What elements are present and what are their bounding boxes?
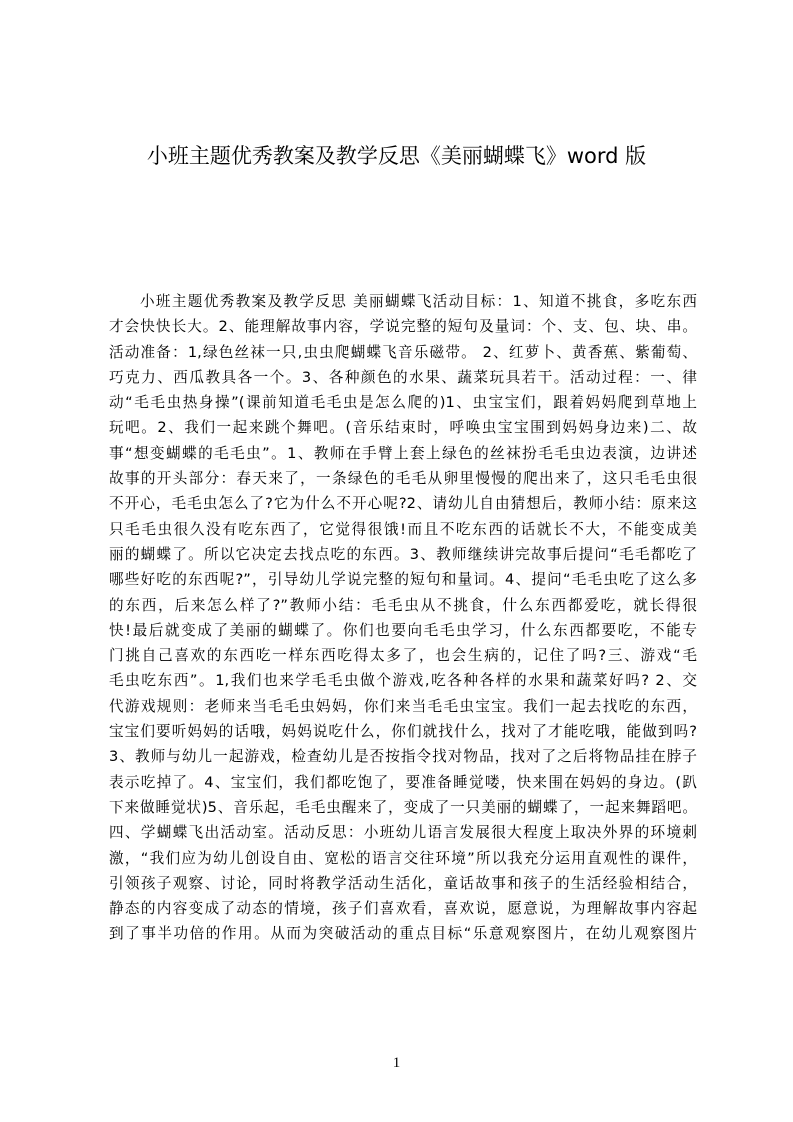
body-line: 激，“我们应为幼儿创设自由、宽松的语言交往环境”所以我充分运用直观性的课件， [109,849,697,867]
body-line: 故事的开头部分：春天来了，一条绿色的毛毛从卵里慢慢的爬出来了，这只毛毛虫很 [109,470,697,488]
body-line: 的东西，后来怎么样了?”教师小结：毛毛虫从不挑食，什么东西都爱吃，就长得很 [109,596,697,614]
body-line: 代游戏规则：老师来当毛毛虫妈妈，你们来当毛毛虫宝宝。我们一起去找吃的东西， [109,697,697,715]
body-line: 不开心，毛毛虫怎么了?它为什么不开心呢?2、请幼儿自由猜想后，教师小结：原来这 [109,495,697,513]
document-title: 小班主题优秀教案及教学反思《美丽蝴蝶飞》word 版 [146,144,647,168]
body-line: 活动准备：1,绿色丝袜一只,虫虫爬蝴蝶飞音乐磁带。 2、红萝卜、黄香蕉、紫葡萄、 [109,343,697,361]
body-line: 下来做睡觉状)5、音乐起，毛毛虫醒来了，变成了一只美丽的蝴蝶了，一起来舞蹈吧。 [109,798,697,816]
body-line: 小班主题优秀教案及教学反思 美丽蝴蝶飞活动目标：1、知道不挑食，多吃东西 [140,293,697,310]
body-line: 表示吃掉了。4、宝宝们，我们都吃饱了，要准备睡觉喽，快来围在妈妈的身边。(趴 [109,773,697,791]
body-line: 只毛毛虫很久没有吃东西了，它觉得很饿!而且不吃东西的话就长不大，不能变成美 [109,520,697,538]
body-line: 四、学蝴蝶飞出活动室。活动反思：小班幼儿语言发展很大程度上取决外界的环境刺 [109,824,697,842]
body-line: 3、教师与幼儿一起游戏，检查幼儿是否按指令找对物品，找对了之后将物品挂在脖子 [109,748,697,766]
page-number: 1 [392,1055,401,1071]
body-line: 丽的蝴蝶了。所以它决定去找点吃的东西。3、教师继续讲完故事后提问“毛毛都吃了 [109,545,697,563]
body-line: 静态的内容变成了动态的情境，孩子们喜欢看，喜欢说，愿意说，为理解故事内容起 [109,900,697,918]
body-line: 事“想变蝴蝶的毛毛虫”。1、教师在手臂上套上绿色的丝袜扮毛毛虫边表演，边讲述 [109,444,697,462]
body-line: 引领孩子观察、讨论，同时将教学活动生活化，童话故事和孩子的生活经验相结合， [109,874,697,892]
body-line: 毛虫吃东西”。1,我们也来学毛毛虫做个游戏,吃各种各样的水果和蔬菜好吗? 2、交 [109,672,697,690]
body-line: 快!最后就变成了美丽的蝴蝶了。你们也要向毛毛虫学习，什么东西都要吃，不能专 [109,621,697,639]
document-body [109,289,697,1009]
body-line: 哪些好吃的东西呢?”，引导幼儿学说完整的短句和量词。4、提问“毛毛虫吃了这么多 [109,571,697,589]
body-line: 动“毛毛虫热身操”(课前知道毛毛虫是怎么爬的)1、虫宝宝们，跟着妈妈爬到草地上 [109,394,697,412]
body-line: 门挑自己喜欢的东西吃一样东西吃得太多了，也会生病的，记住了吗?三、游戏“毛 [109,647,697,665]
body-line: 到了事半功倍的作用。从而为突破活动的重点目标“乐意观察图片，在幼儿观察图片 [109,925,697,943]
body-line: 才会快快长大。2、能理解故事内容，学说完整的短句及量词：个、支、包、块、串。 [109,318,697,336]
body-line: 巧克力、西瓜教具各一个。3、各种颜色的水果、蔬菜玩具若干。活动过程：一、律 [109,368,697,386]
body-line: 玩吧。2、我们一起来跳个舞吧。(音乐结束时，呼唤虫宝宝围到妈妈身边来)二、故 [109,419,697,437]
body-line: 宝宝们要听妈妈的话哦，妈妈说吃什么，你们就找什么，找对了才能吃哦，能做到吗? [109,723,697,741]
